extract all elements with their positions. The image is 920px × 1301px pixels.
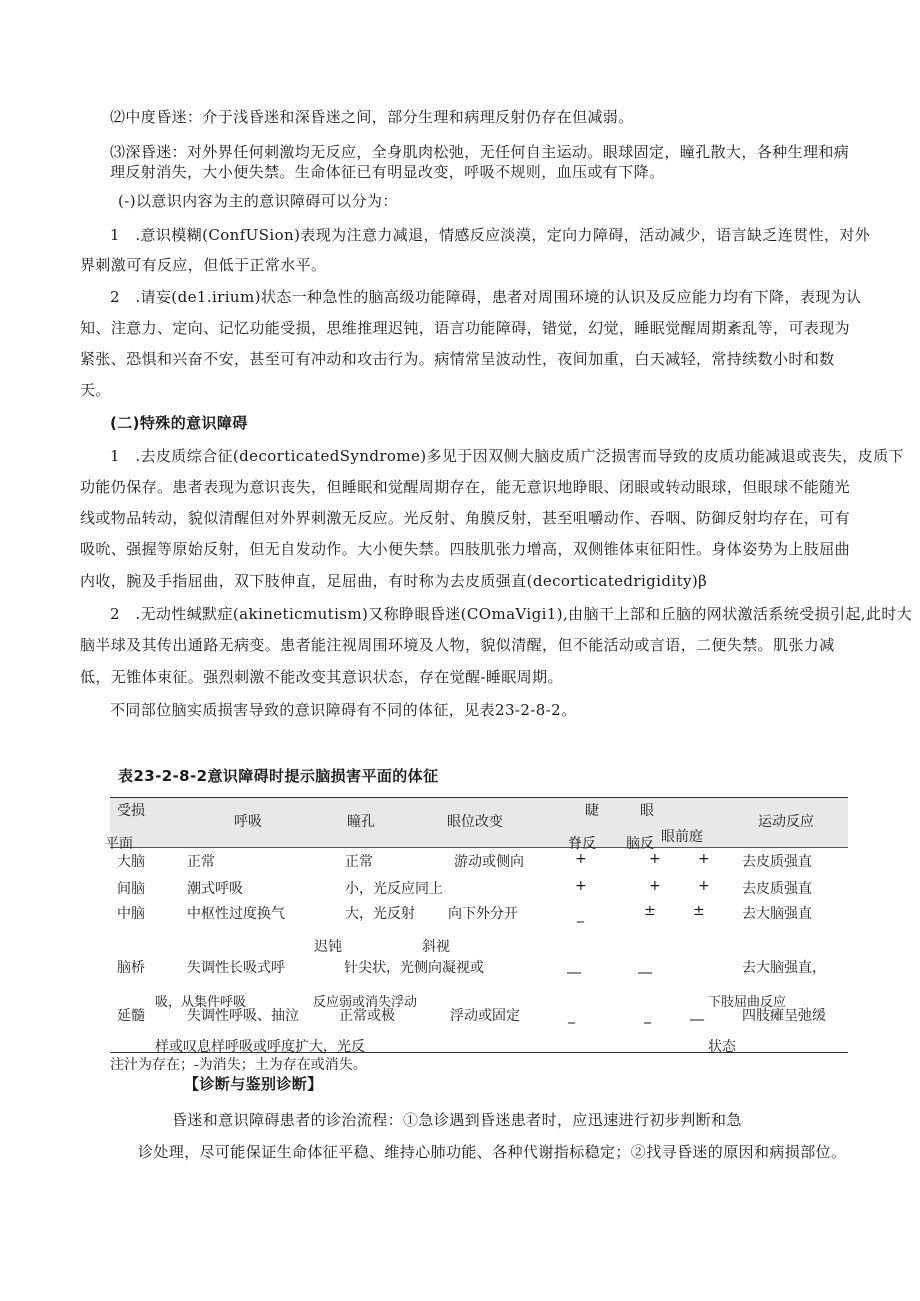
cell-motor: 状态: [708, 1039, 736, 1055]
table-top-rule: [110, 797, 848, 798]
cell-respiration: 失调性呼吸、抽泣: [187, 1008, 299, 1024]
text-line: 吸吮、强握等原始反射，但无自发动作。大小便失禁。四肢肌张力增高，双侧锥体束征阳性。身体姿势为上肢屈曲: [80, 540, 851, 558]
text-line: 功能仍保存。患者表现为意识丧失，但睡眠和觉醒周期存在，能无意识地睁眼、闭眼或转动眼球，但眼球不能随光: [80, 478, 851, 496]
text-line: 2 .无动性缄默症(akineticmutism)又称睁眼昏迷(COmaVigi1),由脑干上部和丘脑的网状激活系统受损引起,此时大: [110, 605, 913, 623]
cell-motor: 下肢屈曲反应: [708, 995, 787, 1010]
cell-ciliospinal: __: [567, 958, 581, 974]
cell-motor: 去大脑强直，: [742, 960, 826, 976]
text-line: 脑半球及其传出通路无病变。患者能注视周围环境及人物，貌似清醒，但不能活动或言语，二便失禁。肌张力减: [80, 636, 835, 654]
header-site-top: 受损: [117, 803, 145, 819]
cell-site: 延髓: [117, 1008, 145, 1024]
header-ciliospinal-top: 睫: [585, 803, 599, 819]
cell-ciliospinal: +: [575, 878, 587, 894]
cell-ciliospinal: +: [575, 851, 587, 867]
text-line: (-)以意识内容为主的意识障碍可以分为：: [118, 192, 398, 210]
cell-oculocephalic: +: [649, 851, 661, 867]
text-line: 1 .意识模糊(ConfUSion)表现为注意力减退，情感反应淡漠，定向力障碍，活动减少，语言缺乏连贯性，对外: [110, 226, 871, 244]
text-line: ⑶深昏迷：对外界任何刺激均无反应，全身肌肉松弛，无任何自主运动。眼球固定，瞳孔散大，各种生理和病: [110, 143, 850, 161]
cell-ciliospinal: _: [577, 907, 584, 923]
table-header-rule: [110, 847, 848, 848]
text-line: 知、注意力、定向、记忆功能受损，思维推理迟钝，语言功能障碍，错觉，幻觉，睡眠觉醒周期紊乱等，可表现为: [80, 319, 851, 337]
text-line: 不同部位脑实质损害导致的意识障碍有不同的体征，见表23-2-8-2。: [110, 701, 577, 719]
text-line: 理反射消失，大小便失禁。生命体征已有明显改变，呼吸不规则，血压或有下降。: [110, 163, 665, 181]
text-line: 昏迷和意识障碍患者的诊治流程：①急诊遇到昏迷患者时，应迅速进行初步判断和急: [172, 1111, 742, 1129]
cell-respiration: 吸，从集件呼吸: [155, 995, 247, 1010]
cell-pupil: 正常: [345, 854, 373, 870]
cell-site: 中脑: [117, 906, 145, 922]
cell-oculovestibular: +: [698, 851, 710, 867]
cell-oculovestibular: ±: [693, 903, 705, 919]
cell-eye: 游动或侧向: [454, 854, 524, 870]
text-line: 界刺激可有反应，但低于正常水平。: [80, 256, 327, 274]
cell-oculovestibular: +: [698, 878, 710, 894]
header-motor-response: 运动反应: [758, 814, 814, 830]
text-line: 紧张、恐惧和兴奋不安，甚至可有冲动和攻击行为。病情常呈波动性，夜间加重，白天减轻，常持续数小时和数: [80, 350, 835, 368]
cell-pupil: 正常或极: [339, 1008, 395, 1024]
cell-oculovestibular: __: [690, 1005, 704, 1021]
text-line: 线或物品转动，貌似清醒但对外界刺激无反应。光反射、角膜反射，甚至咀嚼动作、吞咽、防御反射均存在，可有: [80, 509, 851, 527]
cell-ciliospinal: _: [568, 1008, 575, 1024]
cell-motor: 去皮质强直: [742, 854, 812, 870]
cell-pupil: 大，光反射: [345, 906, 415, 922]
text-line: 2 .请妄(de1.irium)状态一种急性的脑高级功能障碍，患者对周围环境的认识及反应能力均有下降，表现为认: [110, 288, 862, 306]
header-oculocephalic-top: 眼: [640, 803, 654, 819]
cell-respiration: 潮式呼吸: [187, 881, 243, 897]
cell-oculocephalic: __: [638, 958, 652, 974]
text-line: 天。: [80, 381, 111, 399]
text-line: 低，无锥体束征。强烈刺激不能改变其意识状态，存在觉醒-睡眠周期。: [80, 668, 563, 686]
cell-respiration: 失调性长吸式呼: [187, 960, 285, 976]
text-line: 诊处理，尽可能保证生命体征平稳、维持心肺功能、各种代谢指标稳定；②找寻昏迷的原因和病损部位。: [138, 1143, 847, 1161]
cell-pupil: 反应弱或消失浮动: [313, 995, 418, 1010]
cell-site: 间脑: [117, 881, 145, 897]
table-title: 表23-2-8-2意识障碍时提示脑损害平面的体征: [118, 767, 439, 785]
cell-pupil: 针尖状，光侧向凝视或: [344, 960, 484, 976]
header-site-bottom: 平面: [105, 836, 133, 852]
header-eye-position: 眼位改变: [447, 814, 503, 830]
cell-oculocephalic: ±: [644, 903, 656, 919]
cell-site: 大脑: [117, 854, 145, 870]
cell-eye: 向下外分开: [448, 906, 518, 922]
table-bottom-rule: [110, 1052, 848, 1053]
header-respiration: 呼吸: [234, 814, 262, 830]
cell-oculocephalic: +: [649, 878, 661, 894]
cell-pupil: 小，光反应同上: [345, 881, 443, 897]
header-oculocephalic-bottom: 脑反: [626, 836, 654, 852]
cell-respiration: 样或叹息样呼吸或呼度扩大，光反: [155, 1039, 365, 1055]
text-line: 1 .去皮质综合征(decorticatedSyndrome)多见于因双侧大脑皮质广泛损害而导致的皮质功能减退或丧失，皮质下: [110, 447, 904, 465]
cell-eye: 斜视: [422, 939, 450, 955]
heading-text: (二)特殊的意识障碍: [110, 414, 248, 432]
cell-respiration: 正常: [187, 854, 215, 870]
cell-motor: 去大脑强直: [742, 906, 812, 922]
cell-motor: 去皮质强直: [742, 881, 812, 897]
header-pupil: 瞳孔: [347, 814, 375, 830]
header-ciliospinal-bottom: 脊反: [568, 836, 596, 852]
text-line: ⑵中度昏迷：介于浅昏迷和深昏迷之间，部分生理和病理反射仍存在但减弱。: [110, 108, 634, 126]
cell-motor: 四肢瘫呈弛缓: [742, 1008, 826, 1024]
table-note: 注汁为存在；-为消失；土为存在或消失。: [110, 1057, 367, 1073]
cell-respiration: 中枢性过度换气: [187, 906, 285, 922]
cell-site: 脑桥: [117, 960, 145, 976]
header-oculovestibular: 眼前庭: [661, 829, 703, 845]
cell-oculocephalic: _: [644, 1008, 651, 1024]
section-heading-diagnosis: 【诊断与鉴别诊断】: [184, 1075, 323, 1093]
cell-eye: 浮动或固定: [450, 1008, 520, 1024]
cell-pupil: 迟钝: [314, 939, 342, 955]
text-line: 内收，腕及手指屈曲，双下肢伸直，足屈曲，有时称为去皮质强直(decorticatedrigidity)β: [80, 572, 708, 590]
